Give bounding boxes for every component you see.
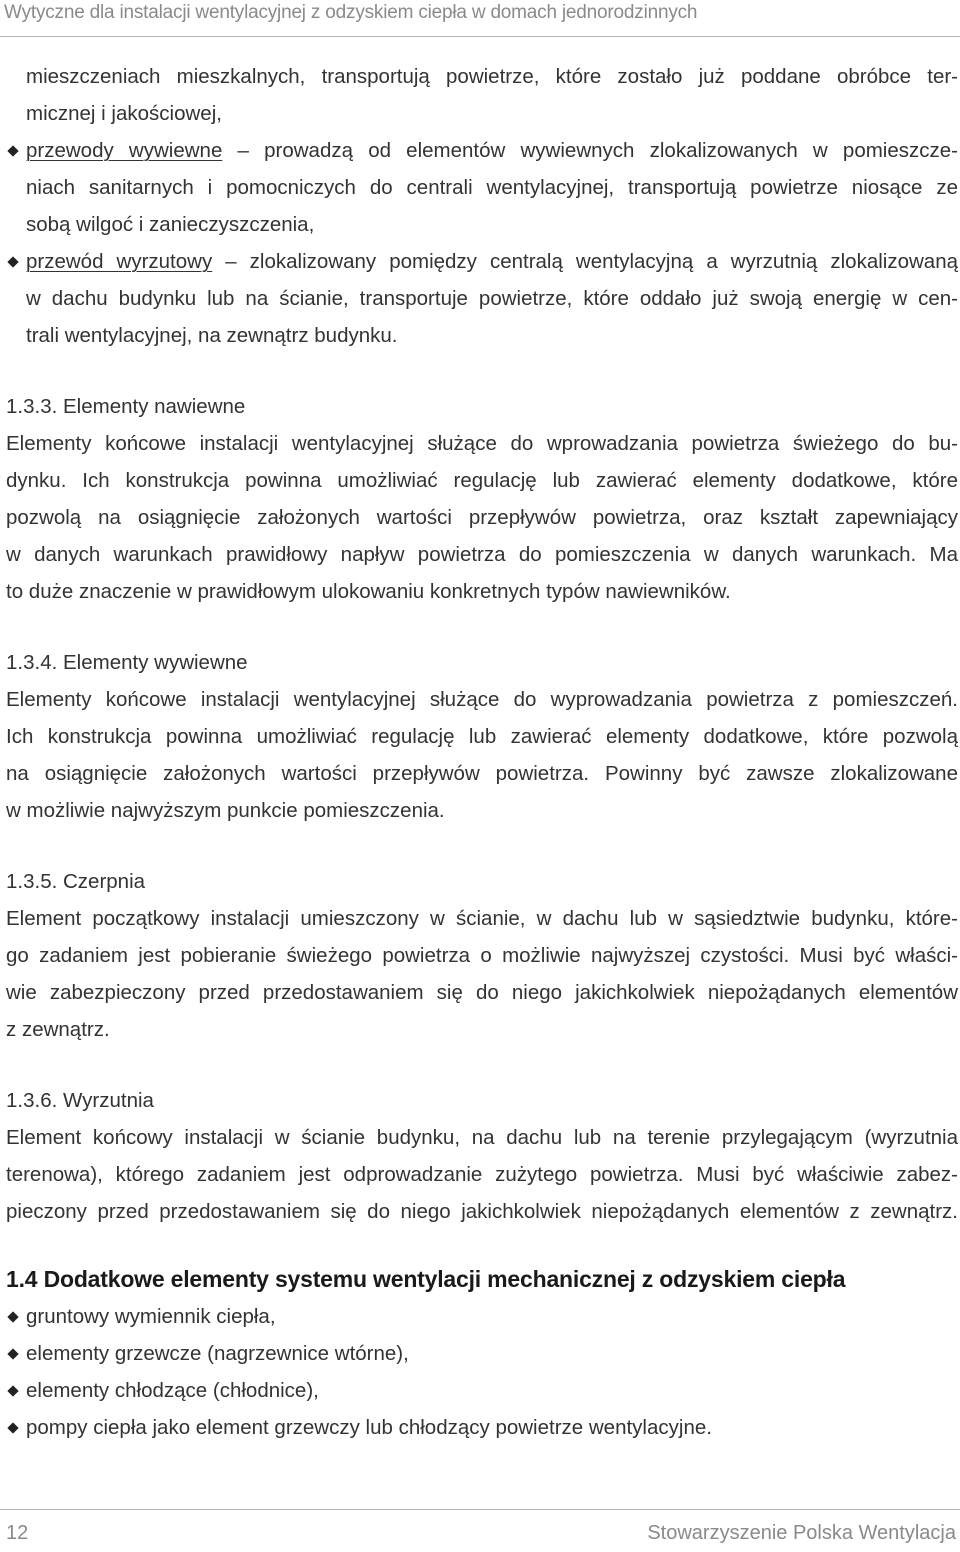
running-header-title: Wytyczne dla instalacji wentylacyjnej z odzyskiem ciepła w domach jednorodzinnych <box>4 2 698 23</box>
diamond-bullet-icon <box>7 1422 18 1433</box>
list-item-text: gruntowy wymiennik ciepła, <box>26 1305 276 1328</box>
section-text-line: w danych warunkach prawidłowy napływ powietrza do pomieszczenia w danych warunkach. Ma <box>6 543 958 566</box>
intro-line-1: mieszczeniach mieszkalnych, transportują powietrze, które zostało już poddane obróbce ter- <box>26 65 958 88</box>
list-item <box>6 1372 958 1409</box>
section-text-line: terenowa), którego zadaniem jest odprowadzanie zużytego powietrza. Musi być właściwie zabez- <box>6 1163 958 1186</box>
duct-description: – prowadzą od elementów wywiewnych zlokalizowanych w pomieszcze- <box>237 139 958 162</box>
section-text-line: w możliwie najwyższym punkcie pomieszczenia. <box>6 799 445 822</box>
duct-term: przewody wywiewne <box>26 139 223 162</box>
diamond-bullet-icon <box>7 1311 18 1322</box>
section-text-line: Element końcowy instalacji w ścianie budynku, na dachu lub na terenie przylegającym (wyrzutnia <box>6 1126 958 1149</box>
section-text-line: z zewnątrz. <box>6 1018 110 1041</box>
section-heading: 1.3.4. Elementy wywiewne <box>6 651 248 674</box>
duct-text-line: sobą wilgoć i zanieczyszczenia, <box>26 213 315 236</box>
section-heading: 1.3.6. Wyrzutnia <box>6 1089 154 1112</box>
section-text-line: Elementy końcowe instalacji wentylacyjnej służące do wprowadzania powietrza świeżego do bu- <box>6 432 958 455</box>
diamond-bullet-icon <box>7 1385 18 1396</box>
section-text-line: Elementy końcowe instalacji wentylacyjnej służące do wyprowadzania powietrza z pomieszczeń. <box>6 688 958 711</box>
duct-term: przewód wyrzutowy <box>26 250 213 273</box>
section-text-line: na osiągnięcie założonych wartości przepływów powietrza. Powinny być zawsze zlokalizowane <box>6 762 958 785</box>
duct-item-discharge <box>6 243 958 280</box>
footer-organization: Stowarzyszenie Polska Wentylacja <box>647 1522 956 1544</box>
diamond-bullet-icon <box>7 1348 18 1359</box>
section-text-line: go zadaniem jest pobieranie świeżego powietrza o możliwie najwyższej czystości. Musi być właści- <box>6 944 958 967</box>
page-number: 12 <box>6 1522 29 1544</box>
duct-description: – zlokalizowany pomiędzy centralą wentylacyjną a wyrzutnią zlokalizowaną <box>225 250 958 273</box>
list-item <box>6 1409 958 1446</box>
duct-text-line: trali wentylacyjnej, na zewnątrz budynku. <box>26 324 398 347</box>
header-divider <box>0 36 960 37</box>
section-heading: 1.3.3. Elementy nawiewne <box>6 395 246 418</box>
section-text-line: wie zabezpieczony przed przedostawaniem się do niego jakichkolwiek niepożądanych elementów <box>6 981 958 1004</box>
diamond-bullet-icon <box>7 256 18 267</box>
section-text-line: dynku. Ich konstrukcja powinna umożliwiać regulację lub zawierać elementy dodatkowe, które <box>6 469 958 492</box>
duct-text-line: niach sanitarnych i pomocniczych do centrali wentylacyjnej, transportują powietrze niosące ze <box>26 176 958 199</box>
intro-line-2: micznej i jakościowej, <box>26 102 222 125</box>
list-item-text: pompy ciepła jako element grzewczy lub chłodzący powietrze wentylacyjne. <box>26 1416 712 1439</box>
list-item-text: elementy chłodzące (chłodnice), <box>26 1379 319 1402</box>
duct-text-line: w dachu budynku lub na ścianie, transportuje powietrze, które oddało już swoją energię w cen- <box>26 287 958 310</box>
page-body <box>6 58 958 1446</box>
footer-divider <box>0 1509 960 1510</box>
duct-item-exhaust <box>6 132 958 169</box>
section-text-line: pieczony przed przedostawaniem się do niego jakichkolwiek niepożądanych elementów z zewnątrz. <box>6 1200 958 1223</box>
section-text-line: to duże znaczenie w prawidłowym ulokowaniu konkretnych typów nawiewników. <box>6 580 731 603</box>
section-text-line: pozwolą na osiągnięcie założonych wartości przepływów powietrza, oraz kształt zapewniający <box>6 506 958 529</box>
chapter-heading: 1.4 Dodatkowe elementy systemu wentylacji mechanicznej z odzyskiem ciepła <box>6 1266 846 1292</box>
section-text-line: Element początkowy instalacji umieszczony w ścianie, w dachu lub w sąsiedztwie budynku, które- <box>6 907 958 930</box>
list-item-text: elementy grzewcze (nagrzewnice wtórne), <box>26 1342 409 1365</box>
list-item <box>6 1335 958 1372</box>
section-text-line: Ich konstrukcja powinna umożliwiać regulację lub zawierać elementy dodatkowe, które pozwolą <box>6 725 958 748</box>
diamond-bullet-icon <box>7 145 18 156</box>
list-item <box>6 1298 958 1335</box>
section-heading: 1.3.5. Czerpnia <box>6 870 146 893</box>
